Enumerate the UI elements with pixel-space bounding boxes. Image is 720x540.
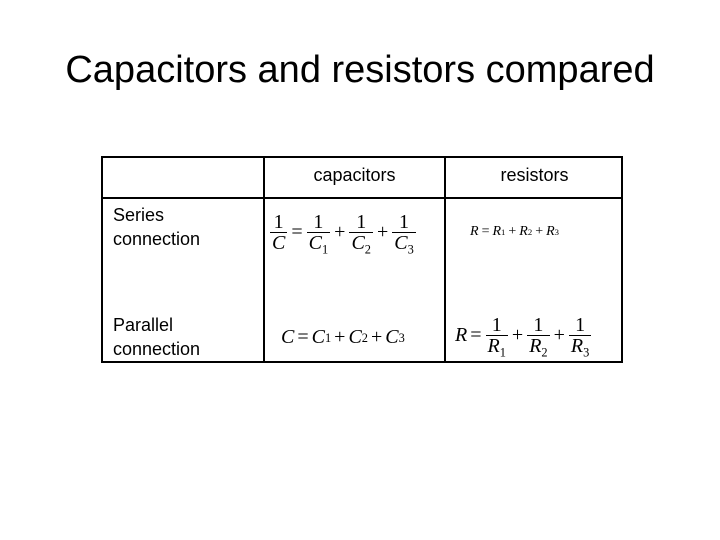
comparison-table (101, 156, 623, 363)
equals-sign: = (297, 326, 309, 348)
equals-sign: = (291, 221, 303, 243)
plus-sign: + (508, 224, 517, 239)
fraction (486, 314, 508, 360)
row-label-line: connection (113, 339, 201, 359)
numerator: 1 (356, 211, 367, 233)
row-label-line: connection (113, 229, 201, 249)
denominator: $C_3$ (394, 232, 414, 257)
column-divider (263, 158, 265, 361)
capacitor-parallel-formula: C = C 1 + C 2 + C 3 (281, 326, 405, 348)
fraction (270, 212, 287, 253)
denominator: $R_1$ (487, 335, 506, 360)
numerator: 1 (491, 314, 502, 336)
header-divider (103, 197, 621, 199)
equals-sign: = (481, 224, 490, 239)
capacitor-series-formula (269, 211, 417, 257)
fraction (527, 314, 549, 360)
row-label-line: Series (113, 205, 165, 225)
row-label-line: Parallel (113, 315, 174, 335)
numerator: 1 (575, 314, 586, 336)
plus-sign: + (371, 326, 383, 348)
fraction (349, 211, 373, 257)
numerator: 1 (399, 211, 410, 233)
column-header-resistors: resistors (500, 165, 569, 185)
fraction (307, 211, 331, 257)
row-label-series (113, 203, 200, 251)
plus-sign: + (535, 224, 544, 239)
numerator: 1 (273, 211, 284, 233)
slide-title: Capacitors and resistors compared (65, 49, 655, 91)
column-divider (444, 158, 446, 361)
plus-sign: + (334, 221, 346, 243)
denominator: $R_3$ (570, 335, 590, 360)
denominator: $C_2$ (351, 232, 371, 257)
resistor-series-formula: R = R 1 + R 2 + R 3 (470, 224, 559, 239)
plus-sign: + (334, 326, 346, 348)
numerator: 1 (313, 211, 324, 233)
equals-sign: = (470, 324, 482, 346)
row-label-parallel (113, 313, 200, 361)
column-header-capacitors: capacitors (313, 165, 396, 185)
denominator: C (272, 232, 286, 254)
resistor-parallel-formula: R = $\frac{1}{R_1}$ + $\frac{1}{R_2}$ + $\frac{1}{R_3}$ (455, 314, 590, 360)
denominator: $C_1$ (308, 232, 329, 257)
fraction (569, 314, 591, 360)
numerator: 1 (533, 314, 544, 336)
fraction (392, 211, 416, 257)
plus-sign: + (553, 324, 565, 346)
plus-sign: + (377, 221, 389, 243)
plus-sign: + (511, 324, 524, 346)
denominator: $R_2$ (529, 335, 548, 360)
